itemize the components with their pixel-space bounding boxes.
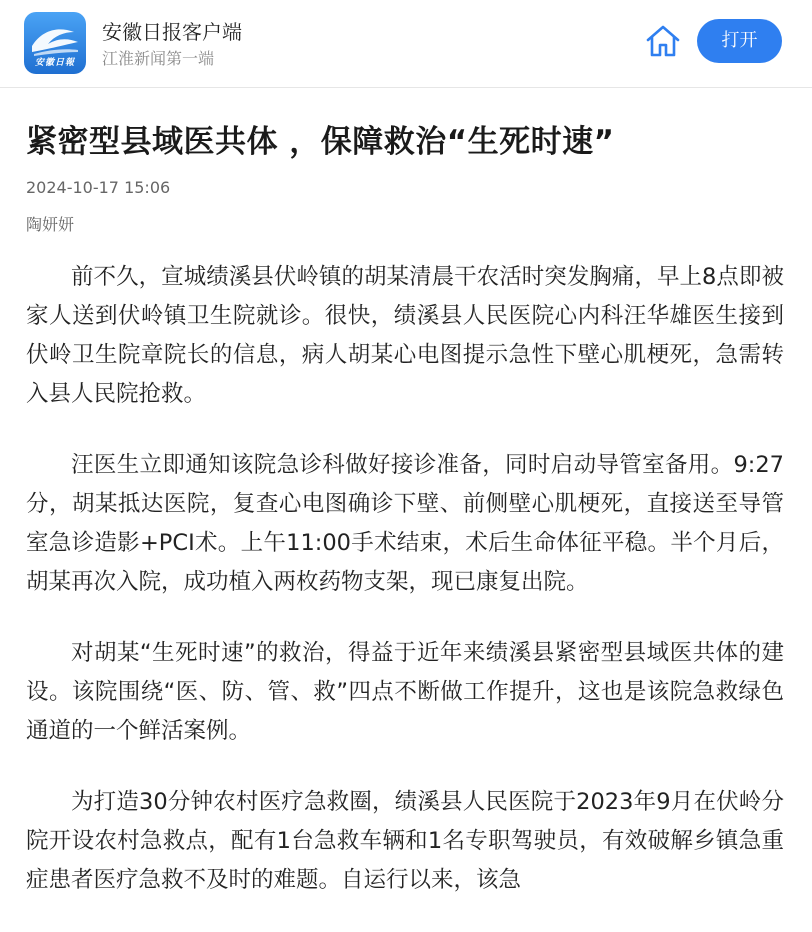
article-title: 紧密型县域医共体 ，保障救治“生死时速”	[26, 124, 615, 160]
home-button[interactable]	[645, 24, 681, 58]
article-date: 2024-10-17 15:06	[26, 178, 171, 197]
open-app-button[interactable]: 打开	[697, 19, 782, 63]
app-name: 安徽日报客户端	[102, 20, 242, 44]
app-banner	[0, 0, 812, 88]
article-paragraph: 对胡某“生死时速”的救治，得益于近年来绩溪县紧密型县域医共体的建设。该院围绕“医、防、管、救”四点不断做工作提升，这也是该院急救绿色通道的一个鲜活案例。	[26, 640, 784, 744]
article-paragraph: 汪医生立即通知该院急诊科做好接诊准备，同时启动导管室备用。9:27分，胡某抵达医院，复查心电图确诊下壁、前侧壁心肌梗死，直接送至导管室急诊造影+PCI术。上午11:00手术结束，术后生命体征平稳。半个月后，胡某再次入院，成功植入两枚药物支架，现已康复出院。	[26, 452, 784, 595]
logo-script-text: 安徽日報	[34, 58, 75, 68]
article-paragraph: 为打造30分钟农村医疗急救圈，绩溪县人民医院于2023年9月在伏岭分院开设农村急救点，配有1台急救车辆和1名专职驾驶员，有效破解乡镇急重症患者医疗急救不及时的难题。自运行以来，该急	[26, 789, 784, 893]
app-logo[interactable]	[24, 12, 86, 74]
app-slogan: 江淮新闻第一端	[102, 49, 215, 68]
article-body	[26, 258, 784, 932]
home-icon	[645, 24, 681, 58]
article-paragraph: 前不久，宣城绩溪县伏岭镇的胡某清晨干农活时突发胸痛，早上8点即被家人送到伏岭镇卫生院就诊。很快，绩溪县人民医院心内科汪华雄医生接到伏岭卫生院章院长的信息，病人胡某心电图提示急性下壁心肌梗死，急需转入县人民院抢救。	[26, 264, 784, 407]
article-author: 陶妍妍	[26, 215, 75, 234]
